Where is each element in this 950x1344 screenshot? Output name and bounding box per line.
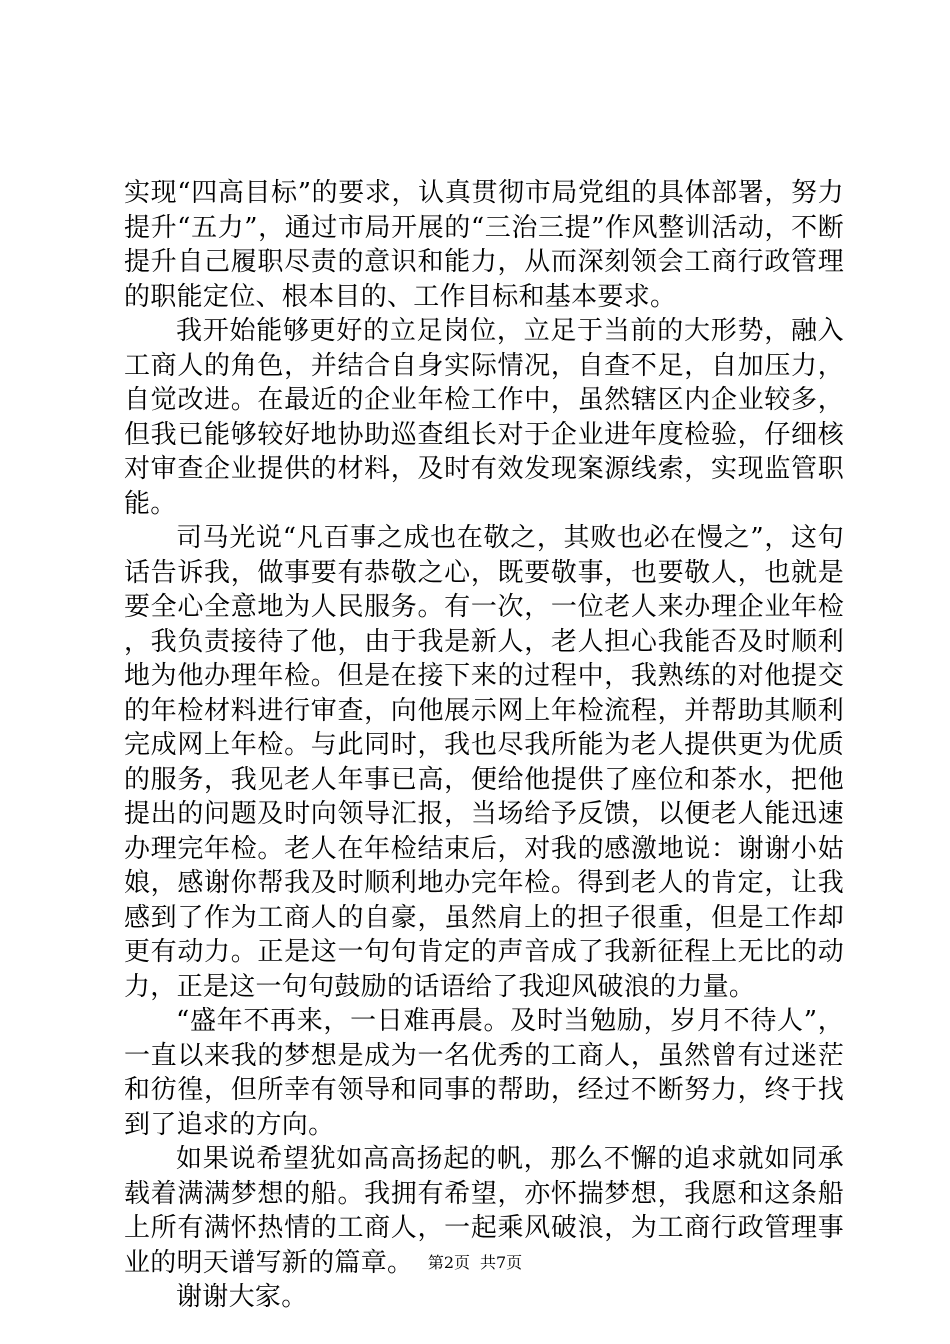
paragraph-2: 我开始能够更好的立足岗位，立足于当前的大形势，融入工商人的角色，并结合自身实际情况，自查不足，自加压力，自觉改进。在最近的企业年检工作中，虽然辖区内企业较多，但我已能够较好地协助巡查组长对于企业进年度检验，仔细核对审查企业提供的材料，及时有效发现案源线索，实现监管职能。 bbox=[124, 316, 844, 519]
paragraph-3: 司马光说“凡百事之成也在敬之，其败也必在慢之”，这句话告诉我，做事要有恭敬之心，既要敬事，也要敬人，也就是要全心全意地为人民服务。有一次，一位老人来办理企业年检，我负责接待了他，由于我是新人，老人担心我能否及时顺利地为他办理年检。但是在接下来的过程中，我熟练的对他提交的年检材料进行审查，向他展示网上年检流程，并帮助其顺利完成网上年检。与此同时，我也尽我所能为老人提供更为优质的服务，我见老人年事已高，便给他提供了座位和茶水，把他提出的问题及时向领导汇报，当场给予反馈，以便老人能迅速办理完年检。老人在年检结束后，对我的感激地说：谢谢小姑娘，感谢你帮我及时顺利地办完年检。得到老人的肯定，让我感到了作为工商人的自豪，虽然肩上的担子很重，但是工作却更有动力。正是这一句句肯定的声音成了我新征程上无比的动力，正是这一句句鼓励的话语给了我迎风破浪的力量。 bbox=[124, 523, 844, 1002]
page-number-total: 共7页 bbox=[480, 1253, 523, 1272]
paragraph-4: “盛年不再来，一日难再晨。及时当勉励，岁月不待人”，一直以来我的梦想是成为一名优秀的工商人，虽然曾有过迷茫和彷徨，但所幸有领导和同事的帮助，经过不断努力，终于找到了追求的方向。 bbox=[124, 1006, 844, 1140]
page-footer bbox=[0, 1250, 950, 1273]
page-number-current: 第2页 bbox=[427, 1253, 470, 1272]
document-body bbox=[124, 176, 844, 1315]
paragraph-6: 谢谢大家。 bbox=[176, 1282, 308, 1312]
paragraph-1: 实现“四高目标”的要求，认真贯彻市局党组的具体部署，努力提升“五力”，通过市局开展的“三治三提”作风整训活动，不断提升自己履职尽责的意识和能力，从而深刻领会工商行政管理的职能定位、根本目的、工作目标和基本要求。 bbox=[124, 178, 844, 312]
paragraph-5: 如果说希望犹如高高扬起的帆，那么不懈的追求就如同承载着满满梦想的船。我拥有希望，亦怀揣梦想，我愿和这条船上所有满怀热情的工商人，一起乘风破浪，为工商行政管理事业的明天谱写新的篇章。 bbox=[124, 1144, 844, 1278]
